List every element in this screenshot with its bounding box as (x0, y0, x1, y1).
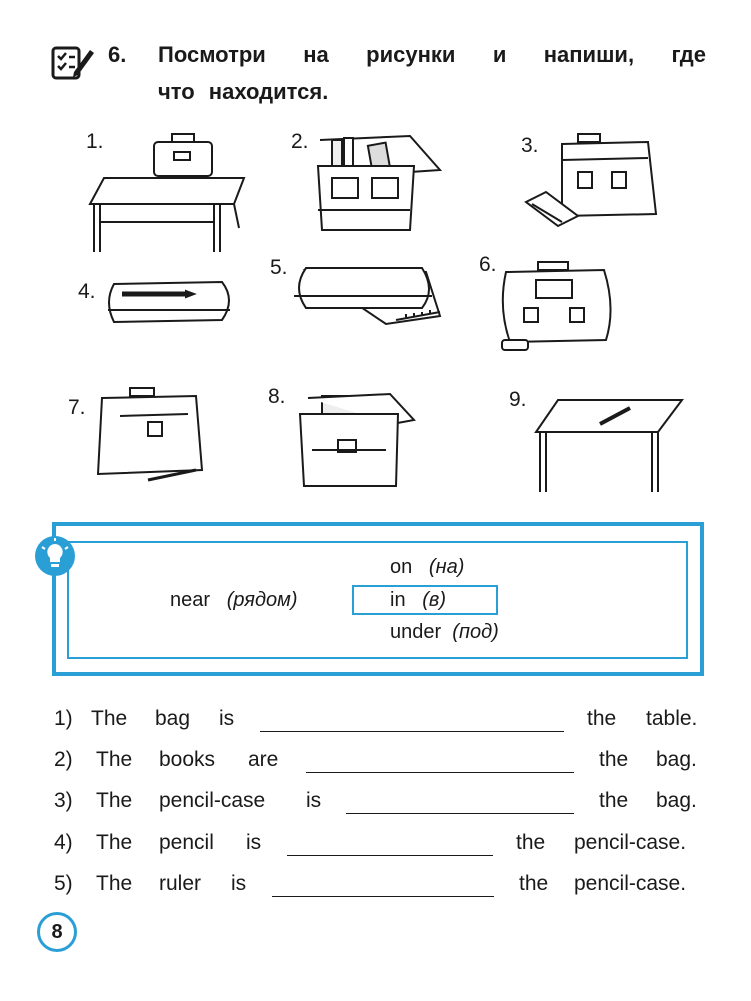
picture-label-2: 2. (291, 130, 309, 153)
picture-pencil-on-pencilcase (100, 270, 240, 335)
answer-blank[interactable] (260, 731, 564, 732)
picture-eraser-under-bag (494, 258, 624, 354)
sentence-number: 1) (54, 707, 73, 730)
lightbulb-icon (34, 535, 76, 577)
picture-label-9: 9. (509, 388, 527, 411)
picture-book-in-bag (292, 380, 422, 492)
sentence-number: 4) (54, 831, 73, 854)
hint-under: under (под) (390, 621, 499, 643)
task-instruction-line1: Посмотри на рисунки и напиши, где (158, 42, 706, 67)
picture-label-5: 5. (270, 256, 288, 279)
hint-near: near (рядом) (170, 589, 298, 611)
write-task-icon (50, 42, 96, 82)
sentence-number: 5) (54, 872, 73, 895)
picture-books-in-bag (310, 126, 445, 236)
picture-label-7: 7. (68, 396, 86, 419)
picture-label-6: 6. (479, 253, 497, 276)
picture-label-1: 1. (86, 130, 104, 153)
sentence-row-4: 4) The pencil is the pencil-case. (54, 831, 687, 854)
answer-blank[interactable] (346, 813, 574, 814)
sentence-number: 2) (54, 748, 73, 771)
picture-pencil-on-table (530, 396, 686, 496)
task-instruction-line2: что находится. (158, 79, 329, 104)
sentence-number: 3) (54, 789, 73, 812)
sentence-row-1: 1) The bag is the table. (54, 707, 698, 730)
hint-in: in (в) (390, 589, 447, 611)
task-number: 6. (108, 42, 127, 67)
picture-ruler-under-pencilcase (286, 260, 444, 332)
sentence-row-5: 5) The ruler is the pencil-case. (54, 872, 687, 895)
page-number: 8 (37, 912, 77, 952)
picture-label-8: 8. (268, 385, 286, 408)
picture-pen-near-bag (90, 384, 218, 486)
sentence-row-3: 3) The pencil-case is the bag. (54, 789, 697, 812)
answer-blank[interactable] (272, 896, 494, 897)
picture-pencilcase-near-bag (522, 130, 662, 230)
hint-on: on (на) (390, 556, 465, 578)
answer-blank[interactable] (287, 855, 493, 856)
picture-label-3: 3. (521, 134, 539, 157)
picture-label-4: 4. (78, 280, 96, 303)
sentence-row-2: 2) The books are the bag. (54, 748, 697, 771)
answer-blank[interactable] (306, 772, 574, 773)
picture-bag-on-table (84, 128, 252, 258)
